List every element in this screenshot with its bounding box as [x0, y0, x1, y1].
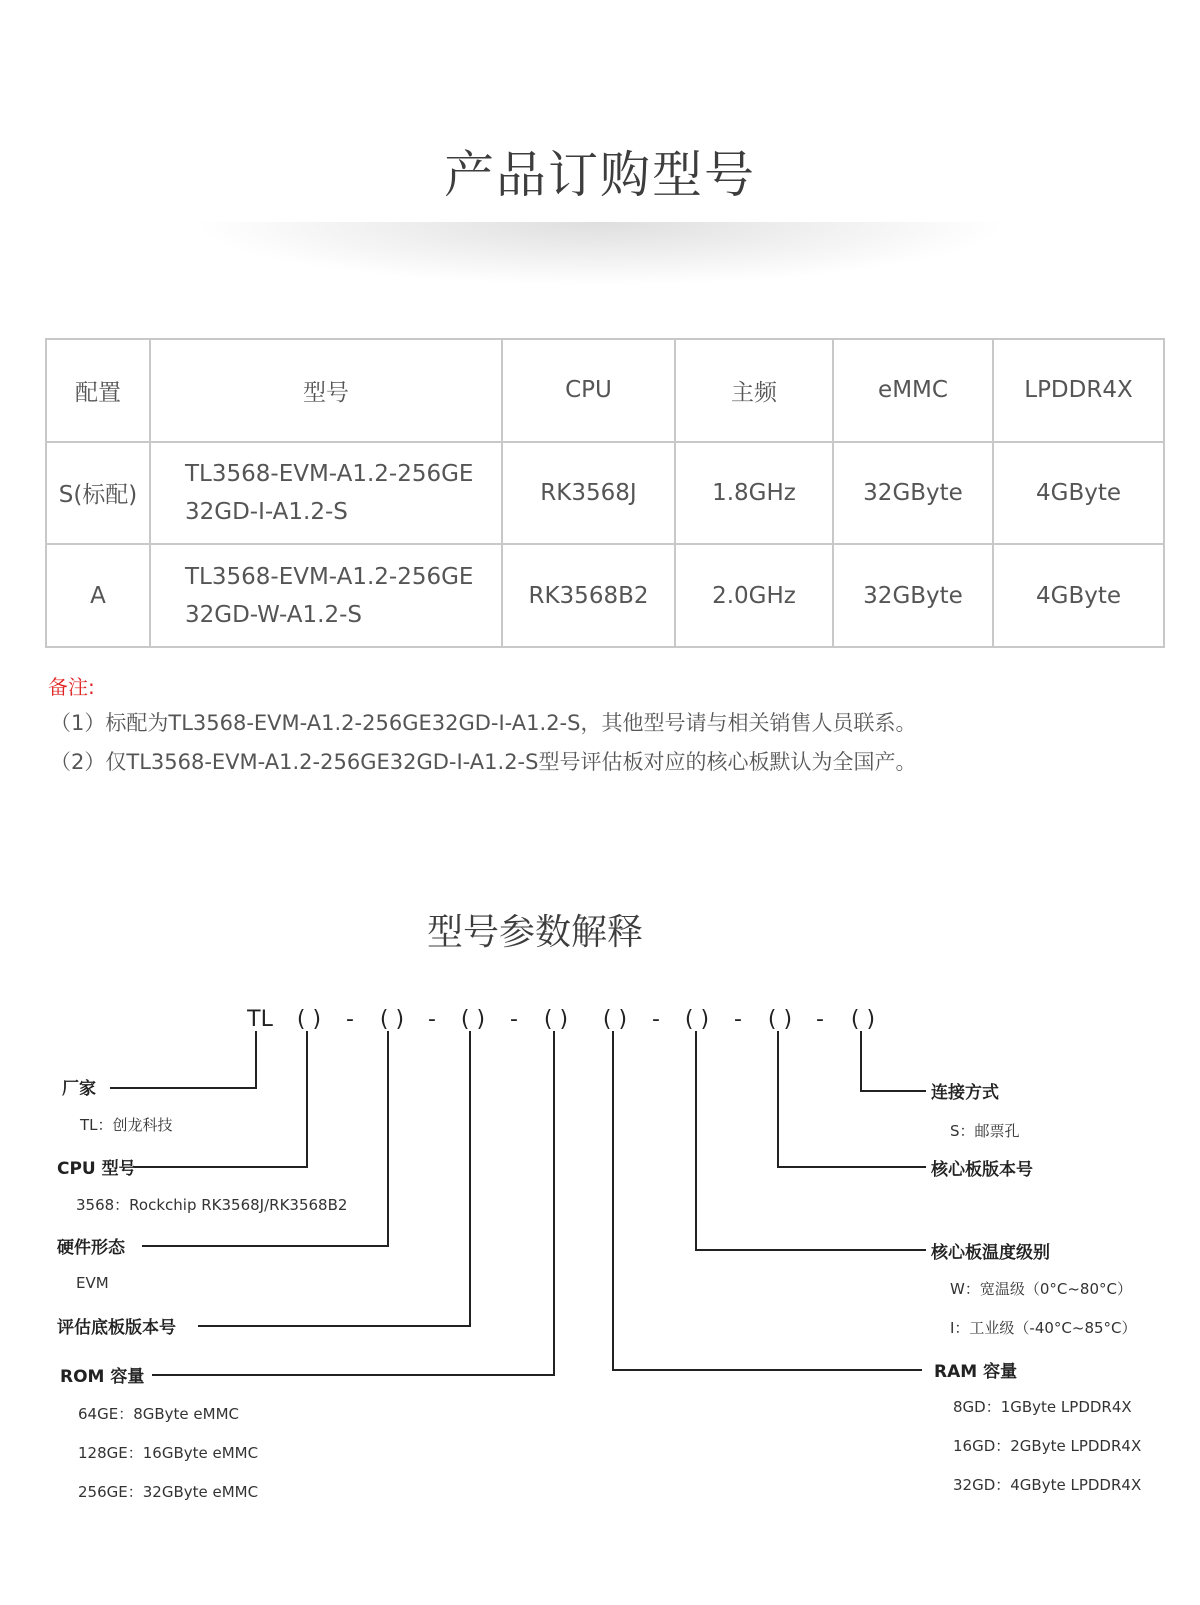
cell-emmc: 32GByte: [833, 544, 993, 647]
cell-config: S(标配): [46, 442, 150, 545]
code-dash: -: [816, 1007, 824, 1032]
header-cpu: CPU: [502, 339, 675, 442]
order-title: 产品订购型号: [444, 146, 756, 204]
connector-core-ver: [778, 1031, 926, 1167]
note-line: （2）仅TL3568-EVM-A1.2-256GE32GD-I-A1.2-S型号评估板对应的核心板默认为全国产。: [50, 750, 917, 774]
code-dash: -: [510, 1007, 518, 1032]
temp-value: W：宽温级（0°C~80°C）: [950, 1280, 1132, 1298]
connector-ram: [613, 1031, 922, 1370]
header-emmc: eMMC: [833, 339, 993, 442]
header-ram: LPDDR4X: [993, 339, 1164, 442]
cell-cpu: RK3568B2: [502, 544, 675, 647]
code-slot: ( ): [543, 1007, 569, 1032]
cpu-label: CPU 型号: [57, 1159, 136, 1179]
code-prefix: TL: [247, 1007, 273, 1032]
cell-freq: 2.0GHz: [675, 544, 833, 647]
conn-value: S：邮票孔: [950, 1122, 1020, 1140]
core-ver-label: 核心板版本号: [931, 1160, 1033, 1180]
cpu-value: 3568：Rockchip RK3568J/RK3568B2: [76, 1196, 348, 1214]
model-line: TL3568-EVM-A1.2-256GE: [185, 563, 474, 590]
cell-config: A: [46, 544, 150, 647]
code-slot: ( ): [767, 1007, 793, 1032]
connector-conn: [861, 1031, 926, 1091]
board-label: 评估底板版本号: [57, 1318, 176, 1338]
code-slot: ( ): [850, 1007, 876, 1032]
note-line: （1）标配为TL3568-EVM-A1.2-256GE32GD-I-A1.2-S，其他型号请与相关销售人员联系。: [50, 711, 917, 735]
connector-board: [198, 1031, 470, 1326]
ram-value: 16GD：2GByte LPDDR4X: [953, 1437, 1142, 1455]
code-dash: -: [346, 1007, 354, 1032]
form-label: 硬件形态: [57, 1238, 125, 1258]
header-model: 型号: [150, 339, 502, 442]
cell-cpu: RK3568J: [502, 442, 675, 545]
notes-title: 备注:: [48, 675, 95, 699]
vendor-label: 厂家: [62, 1079, 96, 1099]
cell-ram: 4GByte: [993, 442, 1164, 545]
code-slot: ( ): [602, 1007, 628, 1032]
temp-value: I：工业级（-40°C~85°C）: [950, 1319, 1137, 1337]
model-line: TL3568-EVM-A1.2-256GE: [185, 460, 474, 487]
cell-ram: 4GByte: [993, 544, 1164, 647]
code-slot: ( ): [460, 1007, 486, 1032]
temp-label: 核心板温度级别: [931, 1243, 1050, 1263]
model-line: 32GD-W-A1.2-S: [185, 601, 362, 628]
model-line: 32GD-I-A1.2-S: [185, 498, 348, 525]
ram-label: RAM 容量: [934, 1362, 1018, 1382]
rom-label: ROM 容量: [60, 1367, 145, 1387]
cell-emmc: 32GByte: [833, 442, 993, 545]
cell-freq: 1.8GHz: [675, 442, 833, 545]
code-dash: -: [652, 1007, 660, 1032]
code-slot: ( ): [296, 1007, 322, 1032]
code-slot: ( ): [379, 1007, 405, 1032]
connector-vendor: [110, 1031, 256, 1088]
ram-value: 8GD：1GByte LPDDR4X: [953, 1398, 1132, 1416]
code-slot: ( ): [684, 1007, 710, 1032]
header-config: 配置: [46, 339, 150, 442]
code-dash: -: [428, 1007, 436, 1032]
ram-value: 32GD：4GByte LPDDR4X: [953, 1476, 1142, 1494]
conn-label: 连接方式: [931, 1083, 999, 1103]
form-value: EVM: [76, 1274, 109, 1292]
header-freq: 主频: [675, 339, 833, 442]
vendor-value: TL：创龙科技: [80, 1116, 173, 1134]
rom-value: 128GE：16GByte eMMC: [78, 1444, 259, 1462]
params-title: 型号参数解释: [426, 912, 643, 953]
rom-value: 256GE：32GByte eMMC: [78, 1483, 259, 1501]
code-dash: -: [734, 1007, 742, 1032]
connector-temp: [696, 1031, 926, 1250]
rom-value: 64GE：8GByte eMMC: [78, 1405, 239, 1423]
connector-cpu: [134, 1031, 307, 1167]
